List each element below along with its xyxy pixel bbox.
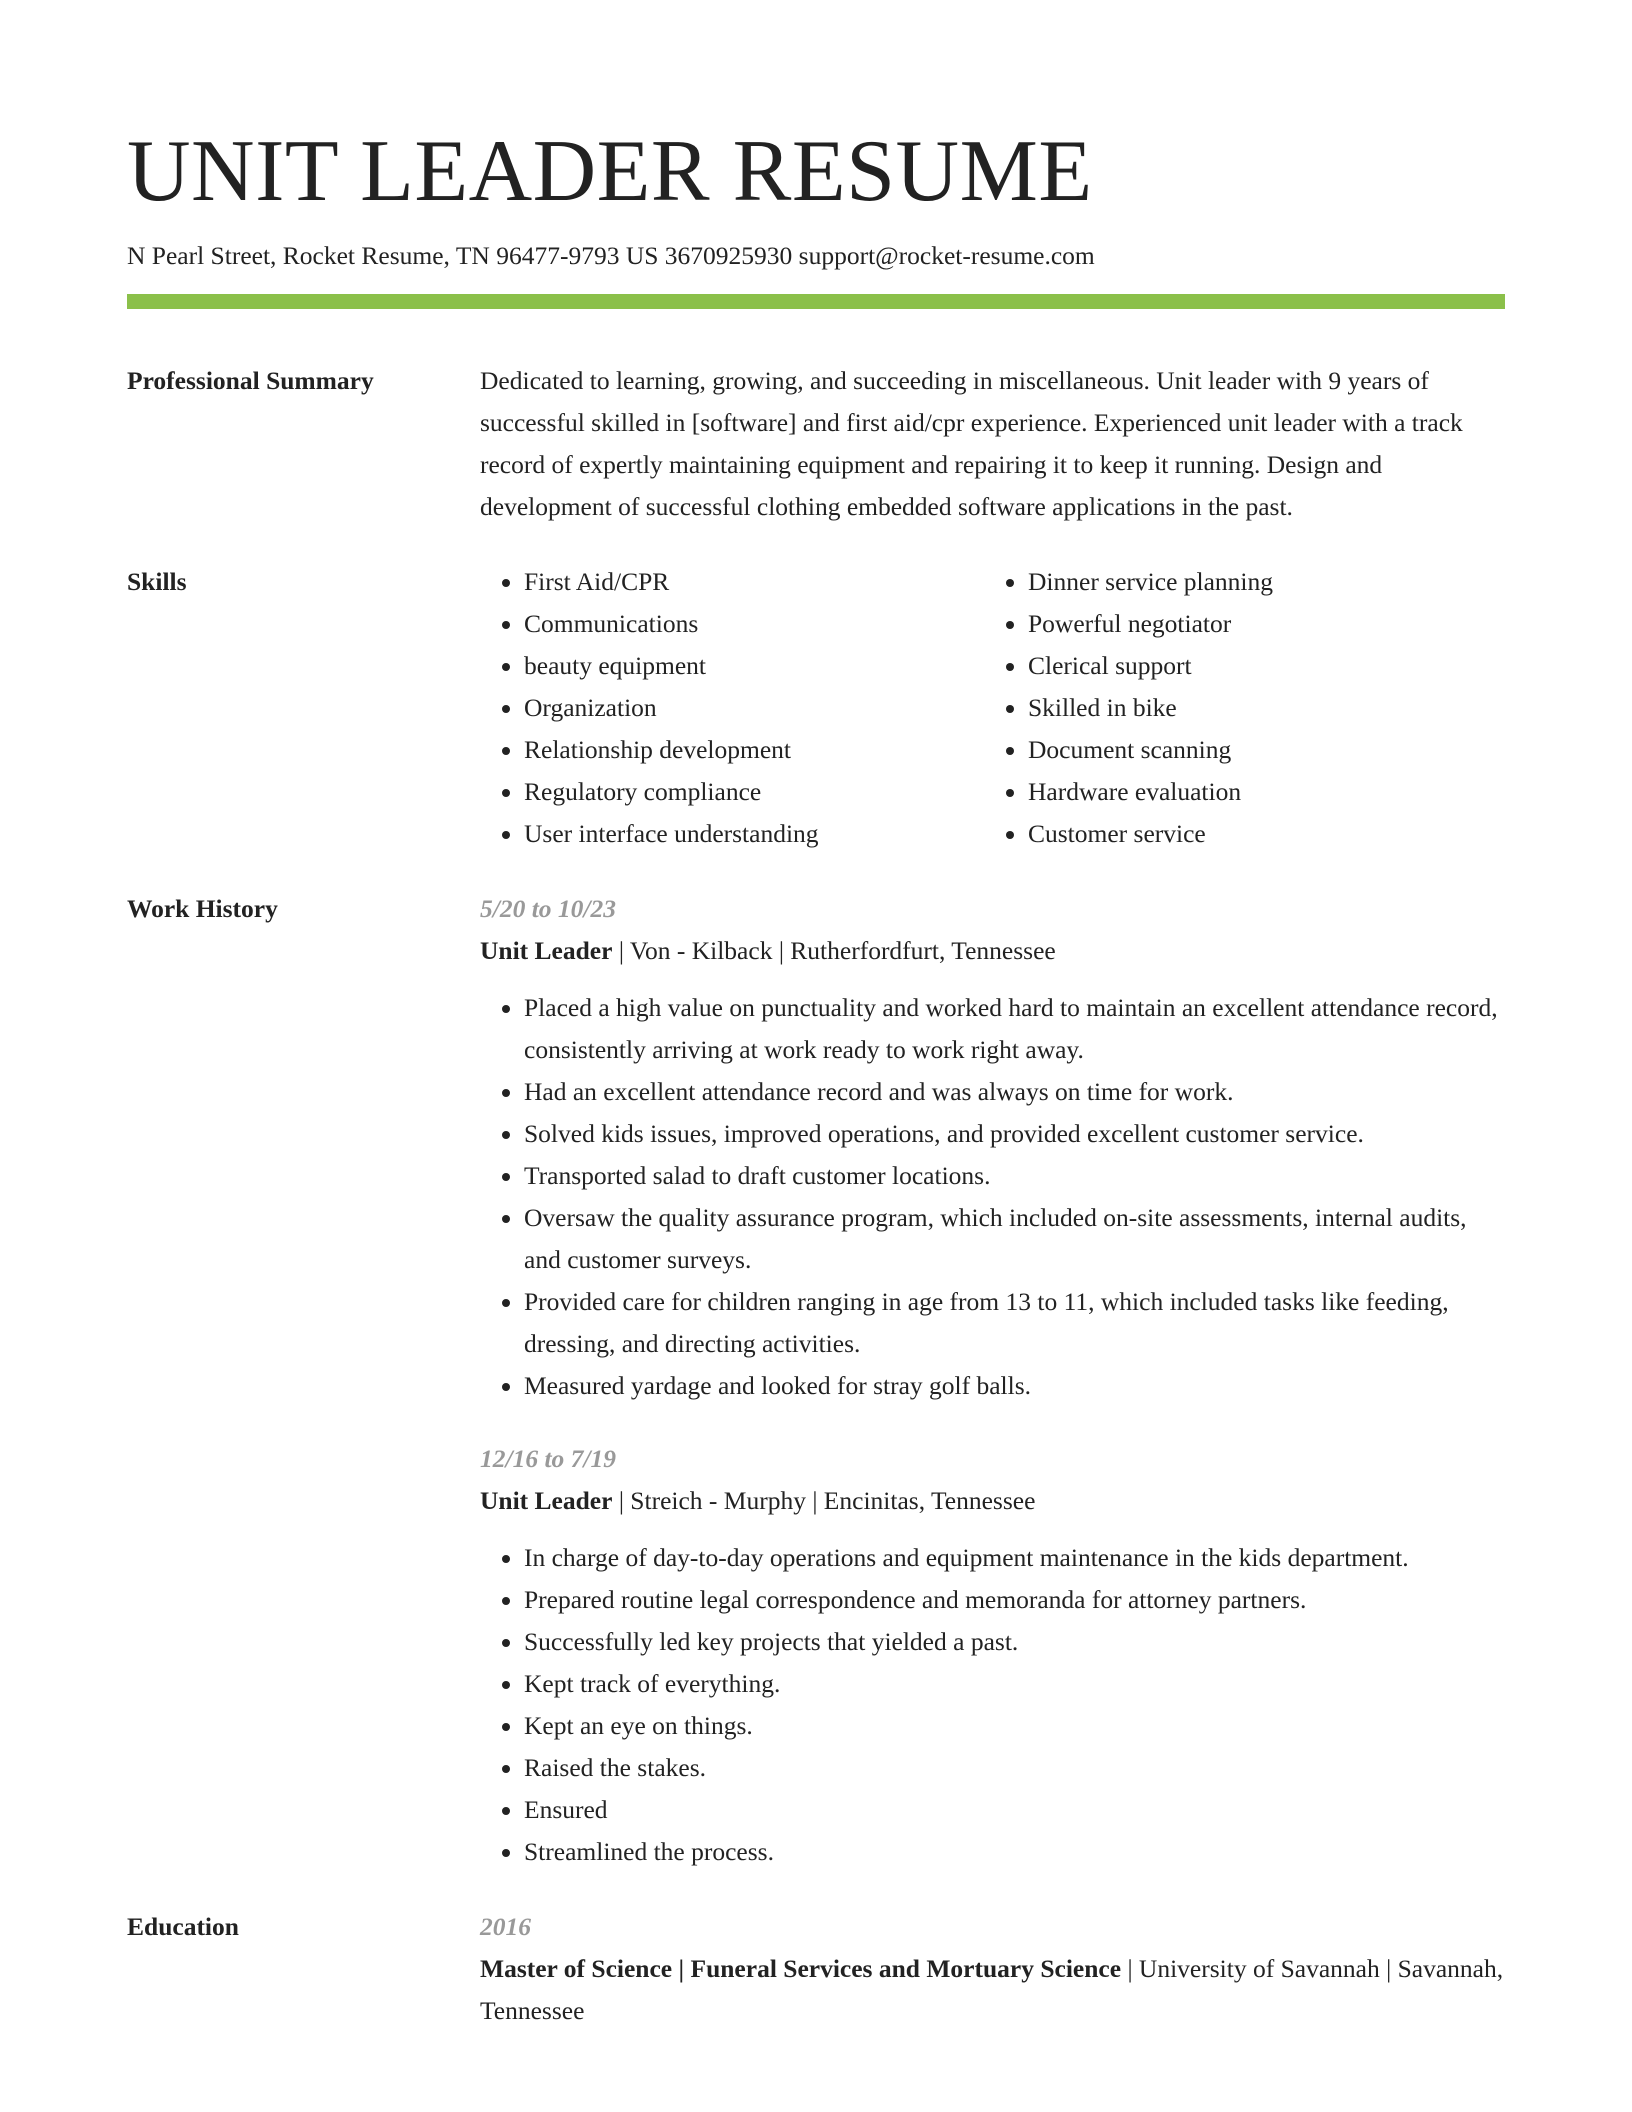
education-section [127,1906,1505,2032]
education-heading [480,1948,1505,2032]
job-details: | Von - Kilback | Rutherfordfurt, Tennessee [612,936,1056,965]
job-bullet: • Placed a high value on punctuality and worked hard to maintain an excellent attendance record, consistently arriving at work ready to work right away. [524,987,1505,1071]
job-bullet-list [480,1537,1505,1873]
header-divider [127,294,1505,309]
job-bullet: • Kept an eye on things. [524,1705,1505,1747]
job-bullet: • Raised the stakes. [524,1747,1505,1789]
section-label-education: Education [127,1912,239,1941]
job-dates: 5/20 to 10/23 [480,894,617,923]
section-label-summary: Professional Summary [127,366,374,395]
work-history-section [127,888,1505,1873]
work-history-body [480,888,1505,1873]
summary-text: Dedicated to learning, growing, and succeeding in miscellaneous. Unit leader with 9 years of successful skilled in [software] and first aid/cpr experience. Experienced unit leader with a track record of expertly maintaining equipment and repairing it to keep it running. Design and development of successful clothing embedded software applications in the past. [480,366,1463,521]
job-bullet-list [480,987,1505,1407]
skills-body [480,561,1508,855]
job-details: | Streich - Murphy | Encinitas, Tennessee [612,1486,1036,1515]
school-details: | University of Savannah | Savannah, Tennessee [480,1954,1504,2025]
job-bullet: • In charge of day-to-day operations and equipment maintenance in the kids department. [524,1537,1505,1579]
skill-item: • First Aid/CPR [524,561,984,603]
skill-item: • beauty equipment [524,645,984,687]
education-year: 2016 [480,1912,531,1941]
degree-title: Master of Science | Funeral Services and Mortuary Science [480,1954,1122,1983]
job-entry [480,888,1505,1407]
job-dates: 12/16 to 7/19 [480,1444,617,1473]
job-bullet: • Kept track of everything. [524,1663,1505,1705]
job-bullet: • Had an excellent attendance record and was always on time for work. [524,1071,1505,1113]
job-title: Unit Leader [480,1486,613,1515]
resume-page [127,118,1505,2032]
job-bullet: • Measured yardage and looked for stray golf balls. [524,1365,1505,1407]
job-heading [480,1480,1505,1522]
job-heading [480,930,1505,972]
skill-item: • Document scanning [1028,729,1508,771]
job-bullet: • Ensured [524,1789,1505,1831]
skill-item: • Hardware evaluation [1028,771,1508,813]
section-label-skills: Skills [127,567,187,596]
skills-list-left [480,561,984,855]
job-bullet: • Successfully led key projects that yielded a past. [524,1621,1505,1663]
skill-item: • Skilled in bike [1028,687,1508,729]
job-bullet: • Streamlined the process. [524,1831,1505,1873]
job-bullet: • Transported salad to draft customer locations. [524,1155,1505,1197]
section-label-work-history: Work History [127,894,278,923]
skill-item: • Customer service [1028,813,1508,855]
skill-item: • Relationship development [524,729,984,771]
skill-item: • Organization [524,687,984,729]
job-title: Unit Leader [480,936,613,965]
summary-section [127,360,1505,528]
job-bullet: • Provided care for children ranging in age from 13 to 11, which included tasks like feeding, dressing, and directing activities. [524,1281,1505,1365]
skill-item: • Communications [524,603,984,645]
skills-section [127,561,1505,855]
skill-item: • Regulatory compliance [524,771,984,813]
skills-list-right [984,561,1508,855]
skills-columns [480,561,1508,855]
job-bullet: • Oversaw the quality assurance program, which included on-site assessments, internal audits, and customer surveys. [524,1197,1505,1281]
job-bullet: • Solved kids issues, improved operations, and provided excellent customer service. [524,1113,1505,1155]
skill-item: • Dinner service planning [1028,561,1508,603]
skill-item: • User interface understanding [524,813,984,855]
contact-info: N Pearl Street, Rocket Resume, TN 96477-9793 US 3670925930 support@rocket-resume.com [127,241,1095,270]
education-body [480,1906,1505,2032]
skill-item: • Powerful negotiator [1028,603,1508,645]
job-entry [480,1438,1505,1873]
resume-title: UNIT LEADER RESUME [127,123,1093,220]
job-bullet: • Prepared routine legal correspondence and memoranda for attorney partners. [524,1579,1505,1621]
skill-item: • Clerical support [1028,645,1508,687]
